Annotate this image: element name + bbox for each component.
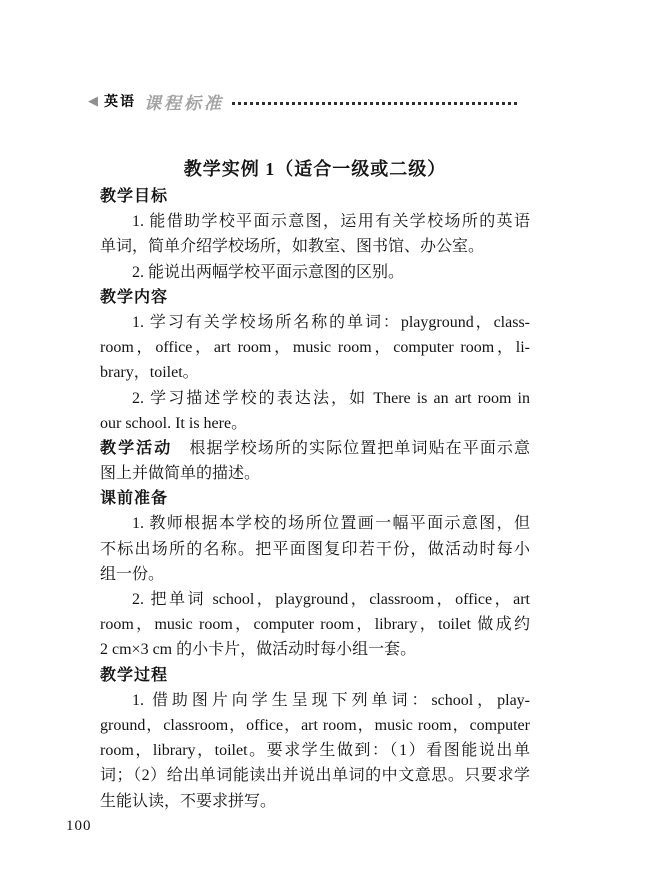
run-in-heading: 教学活动: [100, 439, 173, 457]
text-line: 不标出场所的名称。把平面图复印若干份，做活动时每小: [100, 540, 530, 558]
text-line: room，music room，computer room，library，toilet 做成约: [100, 616, 530, 634]
article-title: 教学实例 1（适合一级或二级）: [183, 159, 447, 179]
text-line: 1. 教师根据本学校的场所位置画一幅平面示意图，但: [132, 515, 530, 533]
body-text: [100, 184, 530, 814]
text-line: 组一份。: [100, 565, 165, 583]
text-line: 单词，简单介绍学校场所，如教室、图书馆、办公室。: [100, 238, 485, 256]
text-line: 1. 能借助学校平面示意图，运用有关学校场所的英语: [132, 213, 530, 231]
text-line: 2. 能说出两幅学校平面示意图的区别。: [132, 263, 405, 281]
text-line: 1. 借助图片向学生呈现下列单词：school，play-: [132, 691, 530, 709]
header-subject-label: 英语: [104, 95, 136, 110]
text-line: 生能认读，不要求拼写。: [100, 792, 277, 810]
text-line: 2. 学习描述学校的表达法，如 There is an art room in: [132, 389, 530, 407]
text-line: 根据学校场所的实际位置把单词贴在平面示意: [172, 439, 530, 457]
text-line: room，library，toilet。要求学生做到：（1）看图能说出单: [100, 742, 530, 760]
text-line: 词；（2）给出单词能读出并说出单词的中文意思。只要求学: [100, 767, 530, 785]
text-line: room，office，art room，music room，computer room，li-: [100, 339, 530, 357]
text-line: our school. It is here。: [100, 414, 248, 432]
text-line: 2 cm×3 cm 的小卡片，做活动时每小组一套。: [100, 641, 417, 659]
page-number: 100: [66, 818, 92, 834]
section-heading: 教学内容: [100, 288, 169, 306]
section-heading: 课前准备: [100, 490, 169, 508]
header-series-label: 课程标准: [144, 93, 224, 113]
back-arrow-icon: ◀: [88, 93, 98, 109]
running-header: [88, 90, 520, 112]
header-dotted-rule: [232, 102, 520, 105]
text-line: 1. 学习有关学校场所名称的单词：playground，class-: [132, 313, 530, 331]
section-heading: 教学目标: [100, 188, 169, 205]
text-line: 图上并做简单的描述。: [100, 465, 261, 483]
text-line: brary，toilet。: [100, 364, 199, 382]
text-line: 2. 把单词 school，playground，classroom，office，art: [132, 591, 530, 608]
section-heading: 教学过程: [100, 666, 169, 684]
text-line: [100, 436, 530, 461]
text-line: ground，classroom，office，art room，music room，computer: [100, 716, 530, 734]
